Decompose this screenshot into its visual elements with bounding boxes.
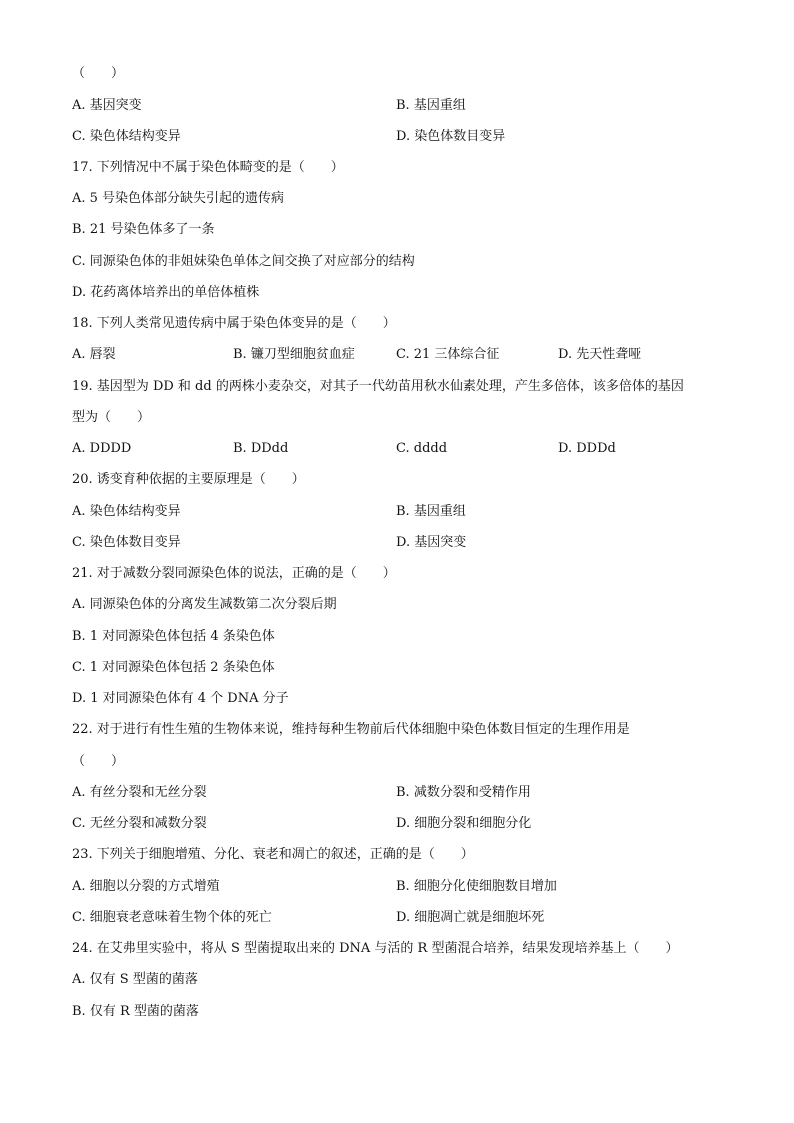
q20-option-a: A. 染色体结构变异 [72,504,181,519]
q23-option-b: B. 细胞分化使细胞数目增加 [396,879,557,894]
q21-option-d: D. 1 对同源染色体有 4 个 DNA 分子 [72,691,289,706]
question-21-stem: 21. 对于减数分裂同源染色体的说法，正确的是（ ） [72,566,396,581]
q24-option-a: A. 仅有 S 型菌的菌落 [72,972,198,987]
q19-option-b: B. DDdd [233,441,289,456]
q19-option-c: C. dddd [396,441,448,456]
question-16-paren: （ ） [72,66,125,81]
q22-option-d: D. 细胞分裂和细胞分化 [396,816,532,831]
q21-option-c: C. 1 对同源染色体包括 2 条染色体 [72,660,275,675]
question-18-stem: 18. 下列人类常见遗传病中属于染色体变异的是（ ） [72,316,396,331]
q18-option-b: B. 镰刀型细胞贫血症 [233,347,355,362]
q16-option-a: A. 基因突变 [72,98,142,113]
q16-option-c: C. 染色体结构变异 [72,129,181,144]
q24-option-b: B. 仅有 R 型菌的菌落 [72,1004,199,1019]
question-22-stem-line2: （ ） [72,754,125,769]
q18-option-d: D. 先天性聋哑 [558,347,642,362]
q20-option-b: B. 基因重组 [396,504,466,519]
question-22-stem-line1: 22. 对于进行有性生殖的生物体来说，维持每种生物前后代体细胞中染色体数目恒定的生理作用是 [72,722,630,737]
q19-option-d: D. DDDd [558,441,616,456]
q22-option-c: C. 无丝分裂和减数分裂 [72,816,207,831]
q17-option-a: A. 5 号染色体部分缺失引起的遗传病 [72,191,285,206]
q21-option-b: B. 1 对同源染色体包括 4 条染色体 [72,629,275,644]
q18-option-a: A. 唇裂 [72,347,116,362]
q16-option-d: D. 染色体数目变异 [396,129,506,144]
q23-option-a: A. 细胞以分裂的方式增殖 [72,879,220,894]
q22-option-a: A. 有丝分裂和无丝分裂 [72,785,207,800]
q20-option-d: D. 基因突变 [396,535,467,550]
question-17-stem: 17. 下列情况中不属于染色体畸变的是（ ） [72,160,344,175]
q17-option-b: B. 21 号染色体多了一条 [72,222,215,237]
q17-option-d: D. 花药离体培养出的单倍体植株 [72,285,260,300]
q23-option-c: C. 细胞衰老意味着生物个体的死亡 [72,910,272,925]
q16-option-b: B. 基因重组 [396,98,466,113]
q22-option-b: B. 减数分裂和受精作用 [396,785,531,800]
question-20-stem: 20. 诱变育种依据的主要原理是（ ） [72,472,305,487]
q17-option-c: C. 同源染色体的非姐妹染色单体之间交换了对应部分的结构 [72,254,415,269]
question-23-stem: 23. 下列关于细胞增殖、分化、衰老和凋亡的叙述，正确的是（ ） [72,847,474,862]
q21-option-a: A. 同源染色体的分离发生减数第二次分裂后期 [72,597,337,612]
question-19-stem-line2: 型为（ ） [72,410,151,425]
question-24-stem: 24. 在艾弗里实验中，将从 S 型菌提取出来的 DNA 与活的 R 型菌混合培养，结果发现培养基上（ ） [72,941,679,956]
q19-option-a: A. DDDD [72,441,132,456]
q23-option-d: D. 细胞凋亡就是细胞坏死 [396,910,545,925]
q18-option-c: C. 21 三体综合征 [396,347,500,362]
q20-option-c: C. 染色体数目变异 [72,535,181,550]
question-19-stem-line1: 19. 基因型为 DD 和 dd 的两株小麦杂交，对其子一代幼苗用秋水仙素处理，产生多倍体，该多倍体的基因 [72,379,684,394]
